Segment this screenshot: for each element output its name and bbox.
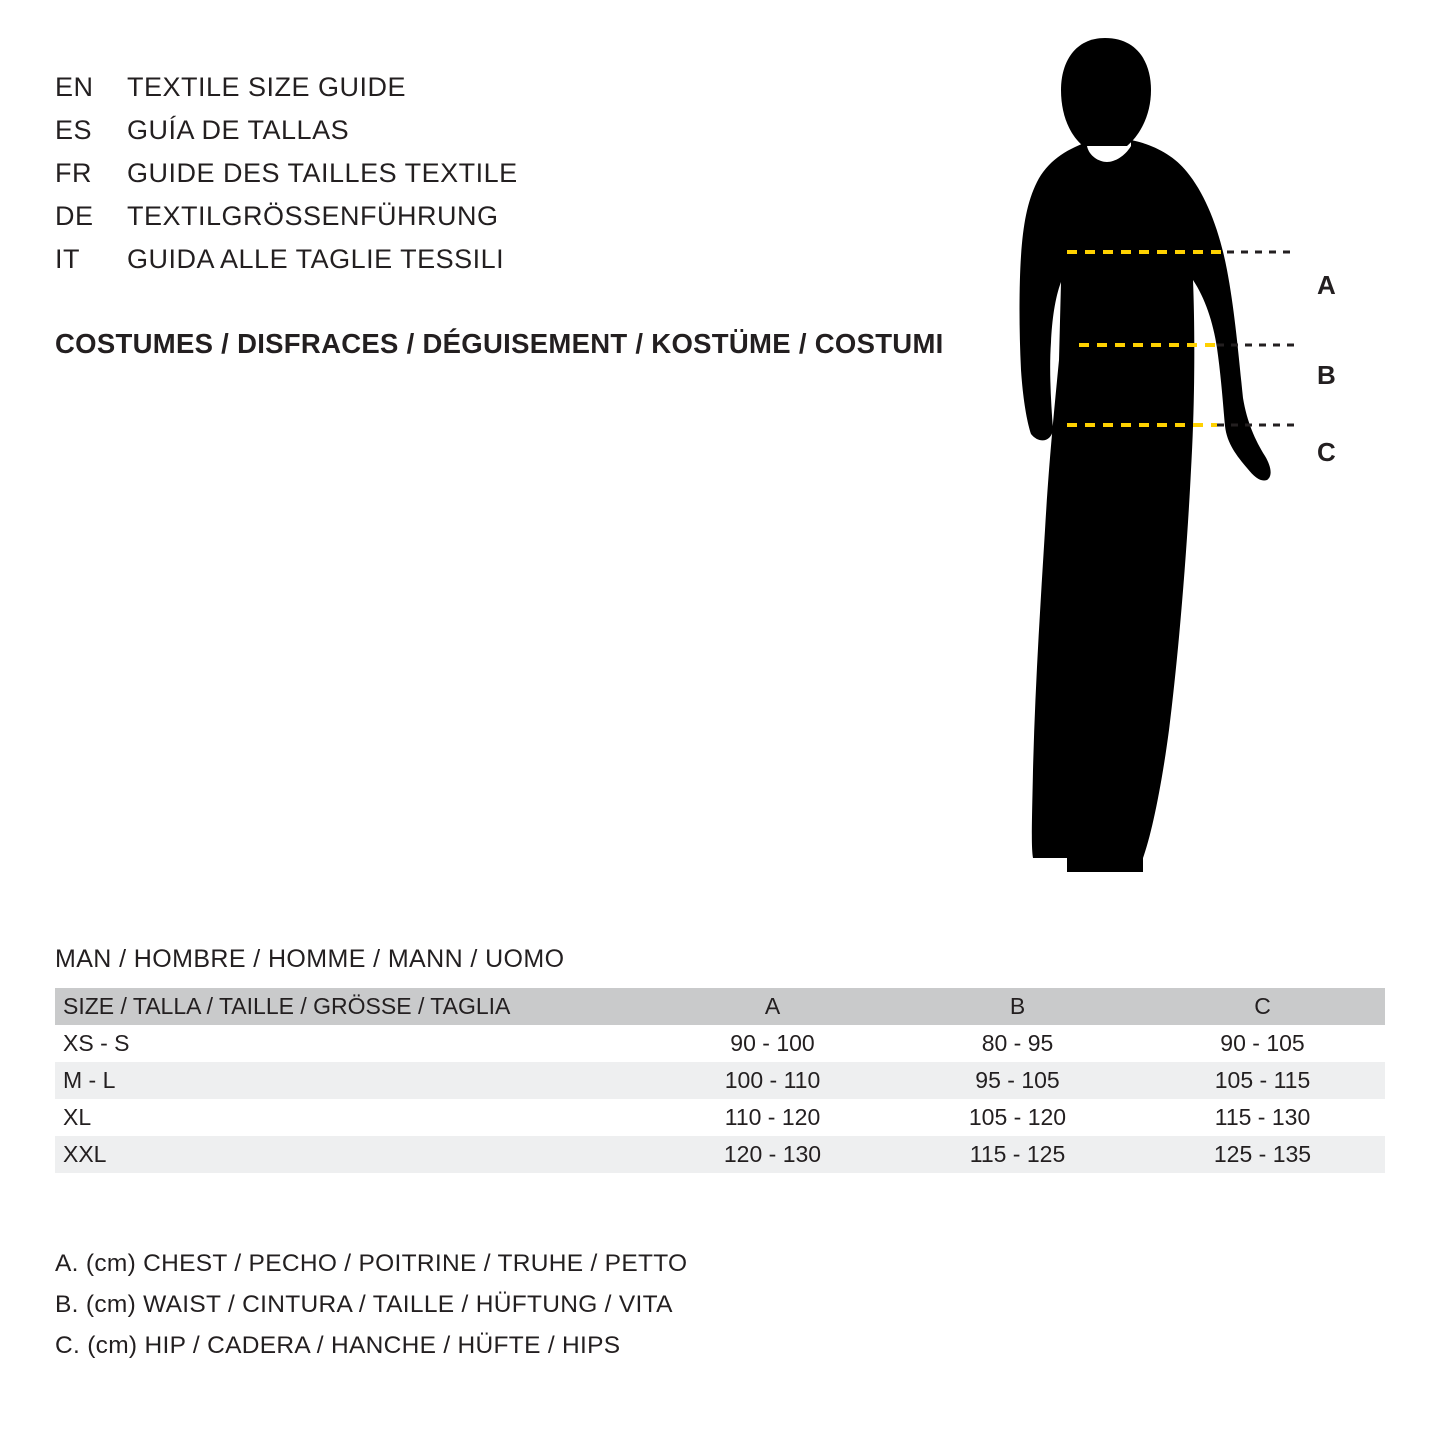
cell-size: XS - S (55, 1025, 650, 1062)
table-header-row (55, 988, 1385, 1025)
cell-hip: 125 - 135 (1140, 1136, 1385, 1173)
cell-chest: 110 - 120 (650, 1099, 895, 1136)
language-text: GUÍA DE TALLAS (127, 115, 350, 145)
cell-size: XL (55, 1099, 650, 1136)
cell-chest: 120 - 130 (650, 1136, 895, 1173)
size-table (55, 988, 1385, 1173)
language-text: GUIDA ALLE TAGLIE TESSILI (127, 244, 505, 274)
legend-row-c: C. (cm) HIP / CADERA / HANCHE / HÜFTE / HIPS (55, 1332, 621, 1359)
measure-label-b: B (1317, 360, 1336, 390)
body-figure (955, 30, 1375, 910)
page-subtitle: COSTUMES / DISFRACES / DÉGUISEMENT / KOSTÜME / COSTUMI (55, 328, 944, 359)
cell-size: XXL (55, 1136, 650, 1173)
silhouette-icon (955, 30, 1375, 910)
table-row (55, 1099, 1385, 1136)
language-row (55, 115, 695, 158)
cell-chest: 90 - 100 (650, 1025, 895, 1062)
cell-hip: 90 - 105 (1140, 1025, 1385, 1062)
measure-label-c: C (1317, 437, 1336, 467)
column-header-a: A (650, 988, 895, 1025)
language-row (55, 201, 695, 244)
language-text: GUIDE DES TAILLES TEXTILE (127, 158, 518, 188)
table-caption: MAN / HOMBRE / HOMME / MANN / UOMO (55, 945, 565, 973)
cell-waist: 95 - 105 (895, 1062, 1140, 1099)
column-header-c: C (1140, 988, 1385, 1025)
table-row (55, 1062, 1385, 1099)
language-row (55, 72, 695, 115)
language-row (55, 244, 695, 287)
language-row (55, 158, 695, 201)
cell-waist: 105 - 120 (895, 1099, 1140, 1136)
measure-label-a: A (1317, 270, 1336, 300)
language-text: TEXTILGRÖSSENFÜHRUNG (127, 201, 499, 231)
table-row (55, 1025, 1385, 1062)
cell-hip: 105 - 115 (1140, 1062, 1385, 1099)
language-code: EN (55, 72, 94, 102)
cell-hip: 115 - 130 (1140, 1099, 1385, 1136)
measurement-legend (55, 1243, 955, 1366)
cell-waist: 115 - 125 (895, 1136, 1140, 1173)
language-text: TEXTILE SIZE GUIDE (127, 72, 407, 102)
cell-size: M - L (55, 1062, 650, 1099)
language-list (55, 72, 695, 287)
language-code: FR (55, 158, 92, 188)
language-code: IT (55, 244, 80, 274)
size-table-section (55, 945, 1385, 1173)
legend-row-b: B. (cm) WAIST / CINTURA / TAILLE / HÜFTUNG / VITA (55, 1291, 673, 1318)
legend-row-a: A. (cm) CHEST / PECHO / POITRINE / TRUHE / PETTO (55, 1250, 688, 1277)
column-header-b: B (895, 988, 1140, 1025)
language-code: ES (55, 115, 93, 145)
cell-waist: 80 - 95 (895, 1025, 1140, 1062)
cell-chest: 100 - 110 (650, 1062, 895, 1099)
table-row (55, 1136, 1385, 1173)
column-header-size: SIZE / TALLA / TAILLE / GRÖSSE / TAGLIA (55, 988, 650, 1025)
language-code: DE (55, 201, 94, 231)
